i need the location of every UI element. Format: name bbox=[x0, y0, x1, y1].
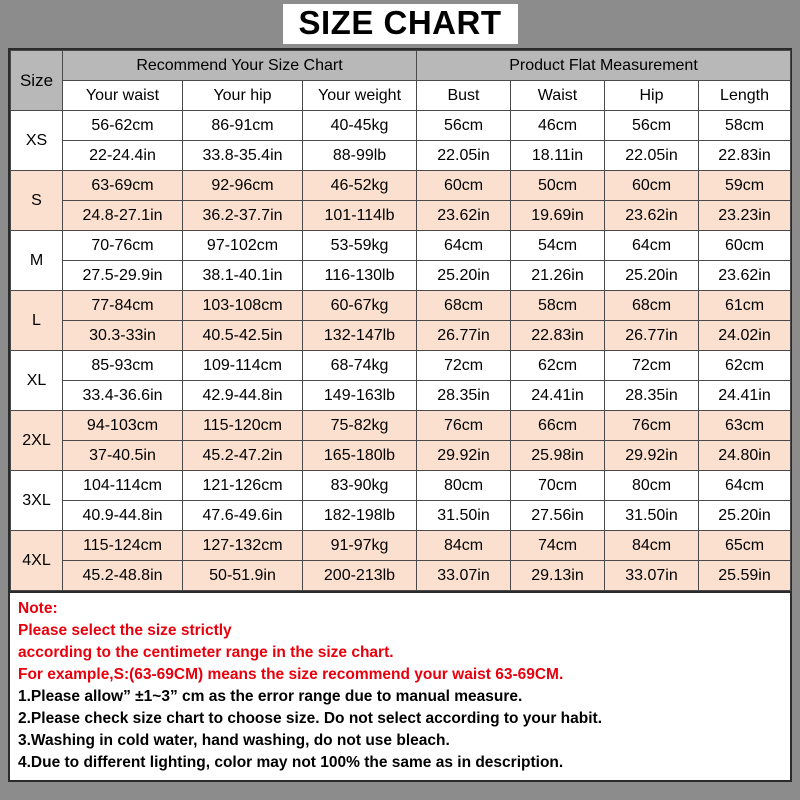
cell-phip-cm: 56cm bbox=[605, 111, 699, 141]
cell-bust-in: 28.35in bbox=[417, 381, 511, 411]
col-header-your-weight: Your weight bbox=[303, 81, 417, 111]
cell-pwaist-cm: 62cm bbox=[511, 351, 605, 381]
cell-waist-cm: 56-62cm bbox=[63, 111, 183, 141]
group-header-product: Product Flat Measurement bbox=[417, 51, 791, 81]
cell-pwaist-in: 29.13in bbox=[511, 561, 605, 591]
size-label: XS bbox=[11, 111, 63, 171]
size-chart-table bbox=[10, 50, 791, 591]
cell-hip-cm: 121-126cm bbox=[183, 471, 303, 501]
cell-hip-in: 36.2-37.7in bbox=[183, 201, 303, 231]
cell-length-in: 22.83in bbox=[699, 141, 791, 171]
table-row bbox=[11, 531, 791, 561]
cell-pwaist-in: 18.11in bbox=[511, 141, 605, 171]
table-row bbox=[11, 291, 791, 321]
cell-hip-in: 47.6-49.6in bbox=[183, 501, 303, 531]
cell-waist-in: 27.5-29.9in bbox=[63, 261, 183, 291]
cell-pwaist-in: 19.69in bbox=[511, 201, 605, 231]
note-line-2: according to the centimeter range in the size chart. bbox=[18, 644, 394, 661]
cell-hip-in: 50-51.9in bbox=[183, 561, 303, 591]
table-head bbox=[11, 51, 791, 111]
note-line-3: For example,S:(63-69CM) means the size recommend your waist 63-69CM. bbox=[18, 666, 564, 683]
cell-waist-cm: 94-103cm bbox=[63, 411, 183, 441]
group-header-row bbox=[11, 51, 791, 81]
cell-bust-in: 31.50in bbox=[417, 501, 511, 531]
cell-length-in: 25.59in bbox=[699, 561, 791, 591]
cell-pwaist-cm: 58cm bbox=[511, 291, 605, 321]
cell-hip-cm: 115-120cm bbox=[183, 411, 303, 441]
cell-phip-in: 33.07in bbox=[605, 561, 699, 591]
cell-length-cm: 64cm bbox=[699, 471, 791, 501]
table-row bbox=[11, 321, 791, 351]
cell-waist-cm: 70-76cm bbox=[63, 231, 183, 261]
cell-length-in: 24.02in bbox=[699, 321, 791, 351]
cell-waist-in: 45.2-48.8in bbox=[63, 561, 183, 591]
cell-hip-cm: 97-102cm bbox=[183, 231, 303, 261]
cell-weight-lb: 182-198lb bbox=[303, 501, 417, 531]
cell-weight-kg: 40-45kg bbox=[303, 111, 417, 141]
col-header-your-hip: Your hip bbox=[183, 81, 303, 111]
cell-phip-cm: 72cm bbox=[605, 351, 699, 381]
cell-waist-cm: 63-69cm bbox=[63, 171, 183, 201]
cell-phip-in: 26.77in bbox=[605, 321, 699, 351]
cell-hip-cm: 86-91cm bbox=[183, 111, 303, 141]
cell-weight-kg: 53-59kg bbox=[303, 231, 417, 261]
cell-phip-cm: 76cm bbox=[605, 411, 699, 441]
cell-weight-kg: 91-97kg bbox=[303, 531, 417, 561]
cell-hip-in: 45.2-47.2in bbox=[183, 441, 303, 471]
cell-length-cm: 62cm bbox=[699, 351, 791, 381]
cell-hip-cm: 103-108cm bbox=[183, 291, 303, 321]
cell-weight-lb: 149-163lb bbox=[303, 381, 417, 411]
cell-bust-cm: 72cm bbox=[417, 351, 511, 381]
cell-pwaist-in: 24.41in bbox=[511, 381, 605, 411]
cell-pwaist-cm: 50cm bbox=[511, 171, 605, 201]
cell-length-cm: 63cm bbox=[699, 411, 791, 441]
cell-phip-cm: 60cm bbox=[605, 171, 699, 201]
cell-phip-cm: 84cm bbox=[605, 531, 699, 561]
cell-hip-in: 38.1-40.1in bbox=[183, 261, 303, 291]
cell-length-in: 23.62in bbox=[699, 261, 791, 291]
size-label: 3XL bbox=[11, 471, 63, 531]
cell-weight-lb: 101-114lb bbox=[303, 201, 417, 231]
cell-bust-in: 25.20in bbox=[417, 261, 511, 291]
cell-waist-cm: 85-93cm bbox=[63, 351, 183, 381]
col-header-bust: Bust bbox=[417, 81, 511, 111]
size-label: XL bbox=[11, 351, 63, 411]
table-row bbox=[11, 411, 791, 441]
table-row bbox=[11, 231, 791, 261]
cell-weight-lb: 116-130lb bbox=[303, 261, 417, 291]
cell-weight-kg: 68-74kg bbox=[303, 351, 417, 381]
note-heading: Note: bbox=[18, 600, 58, 617]
cell-waist-cm: 104-114cm bbox=[63, 471, 183, 501]
cell-weight-lb: 165-180lb bbox=[303, 441, 417, 471]
cell-bust-cm: 76cm bbox=[417, 411, 511, 441]
note-line-5: 2.Please check size chart to choose size. Do not select according to your habit. bbox=[18, 710, 603, 727]
cell-pwaist-in: 22.83in bbox=[511, 321, 605, 351]
cell-bust-in: 29.92in bbox=[417, 441, 511, 471]
cell-bust-cm: 80cm bbox=[417, 471, 511, 501]
cell-bust-cm: 84cm bbox=[417, 531, 511, 561]
table-row bbox=[11, 381, 791, 411]
note-line-6: 3.Washing in cold water, hand washing, do not use bleach. bbox=[18, 732, 450, 749]
cell-pwaist-in: 27.56in bbox=[511, 501, 605, 531]
col-header-size: Size bbox=[11, 51, 63, 111]
table-row bbox=[11, 471, 791, 501]
cell-weight-lb: 132-147lb bbox=[303, 321, 417, 351]
cell-waist-in: 30.3-33in bbox=[63, 321, 183, 351]
cell-hip-cm: 127-132cm bbox=[183, 531, 303, 561]
table-row bbox=[11, 111, 791, 141]
cell-pwaist-cm: 70cm bbox=[511, 471, 605, 501]
cell-bust-in: 23.62in bbox=[417, 201, 511, 231]
cell-bust-cm: 60cm bbox=[417, 171, 511, 201]
cell-bust-in: 26.77in bbox=[417, 321, 511, 351]
cell-phip-in: 28.35in bbox=[605, 381, 699, 411]
cell-pwaist-cm: 74cm bbox=[511, 531, 605, 561]
cell-hip-cm: 109-114cm bbox=[183, 351, 303, 381]
table-body bbox=[11, 111, 791, 591]
col-header-length: Length bbox=[699, 81, 791, 111]
note-line-4: 1.Please allow” ±1~3” cm as the error range due to manual measure. bbox=[18, 688, 523, 705]
cell-phip-in: 29.92in bbox=[605, 441, 699, 471]
cell-bust-cm: 68cm bbox=[417, 291, 511, 321]
col-header-waist: Waist bbox=[511, 81, 605, 111]
cell-weight-kg: 46-52kg bbox=[303, 171, 417, 201]
cell-weight-kg: 75-82kg bbox=[303, 411, 417, 441]
col-header-your-waist: Your waist bbox=[63, 81, 183, 111]
table-row bbox=[11, 171, 791, 201]
cell-length-in: 24.80in bbox=[699, 441, 791, 471]
cell-waist-in: 37-40.5in bbox=[63, 441, 183, 471]
cell-waist-in: 33.4-36.6in bbox=[63, 381, 183, 411]
size-label: 4XL bbox=[11, 531, 63, 591]
cell-hip-in: 42.9-44.8in bbox=[183, 381, 303, 411]
cell-length-cm: 65cm bbox=[699, 531, 791, 561]
title-bar bbox=[0, 0, 800, 48]
cell-pwaist-cm: 66cm bbox=[511, 411, 605, 441]
cell-waist-in: 40.9-44.8in bbox=[63, 501, 183, 531]
cell-hip-in: 40.5-42.5in bbox=[183, 321, 303, 351]
cell-length-cm: 61cm bbox=[699, 291, 791, 321]
cell-waist-cm: 115-124cm bbox=[63, 531, 183, 561]
cell-length-cm: 58cm bbox=[699, 111, 791, 141]
cell-waist-in: 22-24.4in bbox=[63, 141, 183, 171]
cell-weight-kg: 83-90kg bbox=[303, 471, 417, 501]
size-label: S bbox=[11, 171, 63, 231]
cell-bust-in: 22.05in bbox=[417, 141, 511, 171]
size-label: M bbox=[11, 231, 63, 291]
cell-weight-lb: 88-99lb bbox=[303, 141, 417, 171]
column-header-row bbox=[11, 81, 791, 111]
cell-weight-lb: 200-213lb bbox=[303, 561, 417, 591]
table-row bbox=[11, 561, 791, 591]
table-row bbox=[11, 501, 791, 531]
cell-length-in: 24.41in bbox=[699, 381, 791, 411]
cell-phip-in: 25.20in bbox=[605, 261, 699, 291]
col-header-hip: Hip bbox=[605, 81, 699, 111]
cell-length-in: 25.20in bbox=[699, 501, 791, 531]
cell-bust-in: 33.07in bbox=[417, 561, 511, 591]
size-label: 2XL bbox=[11, 411, 63, 471]
cell-pwaist-cm: 46cm bbox=[511, 111, 605, 141]
table-row bbox=[11, 201, 791, 231]
cell-phip-in: 31.50in bbox=[605, 501, 699, 531]
cell-pwaist-in: 25.98in bbox=[511, 441, 605, 471]
cell-pwaist-cm: 54cm bbox=[511, 231, 605, 261]
cell-length-cm: 60cm bbox=[699, 231, 791, 261]
cell-phip-in: 22.05in bbox=[605, 141, 699, 171]
table-row bbox=[11, 261, 791, 291]
cell-length-cm: 59cm bbox=[699, 171, 791, 201]
table-row bbox=[11, 441, 791, 471]
size-label: L bbox=[11, 291, 63, 351]
cell-bust-cm: 64cm bbox=[417, 231, 511, 261]
size-chart-sheet bbox=[8, 48, 792, 782]
cell-pwaist-in: 21.26in bbox=[511, 261, 605, 291]
cell-phip-in: 23.62in bbox=[605, 201, 699, 231]
table-row bbox=[11, 141, 791, 171]
cell-phip-cm: 68cm bbox=[605, 291, 699, 321]
page-title: SIZE CHART bbox=[283, 4, 518, 44]
cell-hip-cm: 92-96cm bbox=[183, 171, 303, 201]
cell-bust-cm: 56cm bbox=[417, 111, 511, 141]
cell-length-in: 23.23in bbox=[699, 201, 791, 231]
note-line-1: Please select the size strictly bbox=[18, 622, 232, 639]
cell-weight-kg: 60-67kg bbox=[303, 291, 417, 321]
cell-phip-cm: 64cm bbox=[605, 231, 699, 261]
cell-waist-cm: 77-84cm bbox=[63, 291, 183, 321]
group-header-recommend: Recommend Your Size Chart bbox=[63, 51, 417, 81]
table-row bbox=[11, 351, 791, 381]
cell-phip-cm: 80cm bbox=[605, 471, 699, 501]
notes-section bbox=[10, 591, 790, 780]
note-line-7: 4.Due to different lighting, color may not 100% the same as in description. bbox=[18, 754, 564, 771]
cell-waist-in: 24.8-27.1in bbox=[63, 201, 183, 231]
cell-hip-in: 33.8-35.4in bbox=[183, 141, 303, 171]
